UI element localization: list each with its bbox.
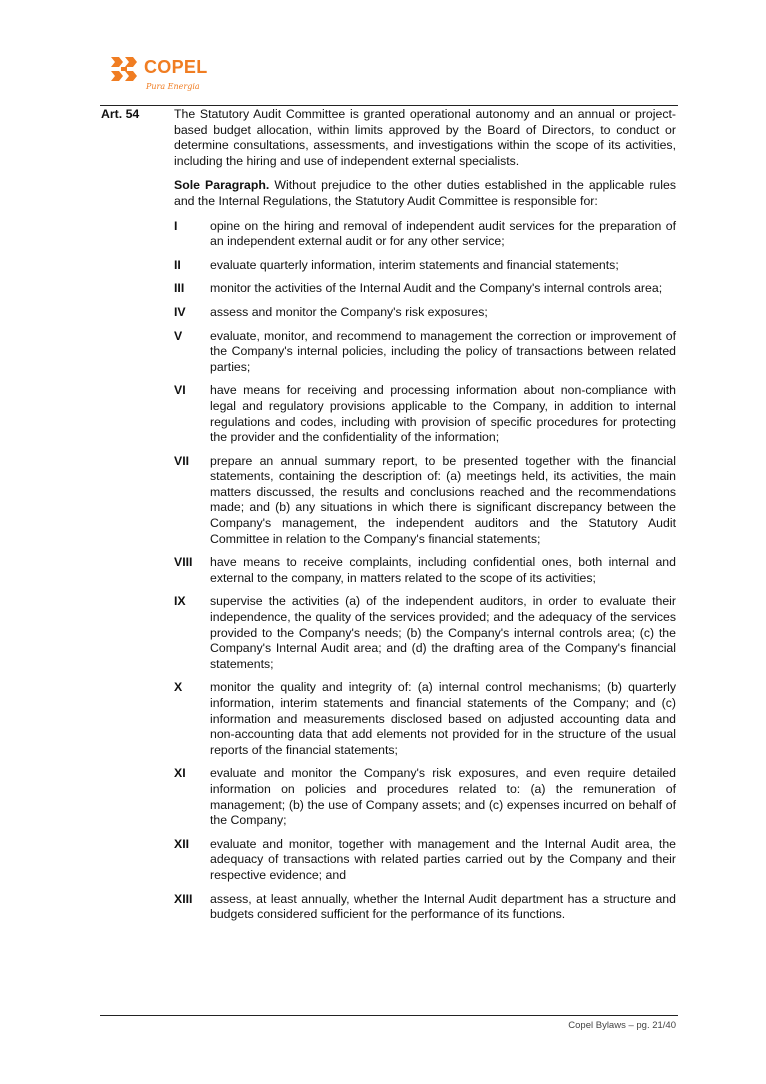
list-item	[174, 555, 676, 586]
item-text: monitor the quality and integrity of: (a) internal control mechanisms; (b) quarterly information, interim statements and financial statements of the Company; and (c) information and measurements disclosed based on adjusted accounting data and non-accounting data that add elements not provided for in the structure of the usual reports of the financial statements;	[210, 680, 676, 757]
list-item	[174, 837, 676, 884]
item-text: prepare an annual summary report, to be presented together with the financial statements, containing the description of: (a) meetings held, its activities, the main matters discussed, the results and conclusions reached and the recommendations made; and (b) any situations in which there is significant discrepancy between the Company's management, the independent auditors and the Statutory Audit Committee in relation to the Company's financial statements;	[210, 453, 676, 546]
list-item	[174, 454, 676, 548]
list-item	[174, 892, 676, 923]
item-text: assess and monitor the Company's risk exposures;	[210, 304, 488, 319]
item-text: evaluate and monitor, together with management and the Internal Audit area, the adequacy of transactions with related parties carried out by the Company and their respective evidence; and	[210, 836, 676, 882]
list-item	[174, 594, 676, 672]
header-divider	[100, 105, 678, 106]
article-54	[101, 107, 676, 931]
item-text: monitor the activities of the Internal Audit and the Company's internal controls area;	[210, 281, 663, 296]
list-item	[174, 329, 676, 376]
list-item	[174, 766, 676, 828]
copel-logo	[110, 56, 220, 90]
item-number: XI	[174, 766, 186, 781]
logo-name: COPEL	[144, 57, 208, 77]
item-number: VIII	[174, 555, 193, 570]
item-number: VI	[174, 383, 186, 398]
list-item	[174, 281, 676, 297]
item-number: XIII	[174, 891, 193, 906]
sole-paragraph	[174, 178, 676, 209]
duties-list	[174, 219, 676, 923]
copel-logo-mark-icon	[110, 56, 140, 84]
list-item	[174, 305, 676, 321]
logo-tagline: Pura Energia	[146, 82, 200, 91]
item-number: X	[174, 680, 183, 695]
item-text: evaluate and monitor the Company's risk exposures, and even require detailed information on policies and procedures related to: (a) the remuneration of management; (b) the use of Company assets; and (c) expenses incurred on behalf of the Company;	[210, 766, 676, 828]
footer-divider	[100, 1015, 678, 1016]
item-text: assess, at least annually, whether the Internal Audit department has a structure and budgets considered sufficient for the performance of its functions.	[210, 891, 676, 922]
item-text: supervise the activities (a) of the independent auditors, in order to evaluate their independence, the quality of the services provided; and the adequacy of the services provided to the Company's needs; (b) the Company's internal controls area; (c) the Company's Internal Audit area; and (d) the drafting area of the Company's financial statements;	[210, 594, 676, 671]
article-label: Art. 54	[101, 107, 140, 121]
item-number: VII	[174, 453, 190, 468]
item-number: IV	[174, 304, 186, 319]
item-text: have means to receive complaints, including confidential ones, both internal and external to the company, in matters related to the scope of its activities;	[210, 555, 676, 585]
item-text: evaluate, monitor, and recommend to management the correction or improvement of the Company's internal policies, including the policy of transactions between related parties;	[210, 328, 676, 374]
list-item	[174, 258, 676, 274]
article-body	[174, 107, 676, 923]
item-text: opine on the hiring and removal of independent audit services for the preparation of an independent external audit or for any other service;	[210, 218, 676, 249]
page-footer: Copel Bylaws – pg. 21/40	[568, 1020, 676, 1031]
item-number: III	[174, 281, 185, 296]
list-item	[174, 680, 676, 758]
item-text: evaluate quarterly information, interim statements and financial statements;	[210, 257, 619, 272]
item-number: IX	[174, 594, 186, 609]
item-number: II	[174, 257, 181, 272]
list-item	[174, 219, 676, 250]
item-number: XII	[174, 836, 190, 851]
article-intro: The Statutory Audit Committee is granted operational autonomy and an annual or project-based budget allocation, within limits approved by the Board of Directors, to conduct or determine consultations, assessments, and investigations within the scope of its activities, including the hiring and use of independent external specialists.	[174, 107, 676, 168]
item-number: V	[174, 328, 183, 343]
item-text: have means for receiving and processing information about non-compliance with legal and regulatory provisions applicable to the Company, in addition to internal regulations and codes, including with provision of specific procedures for protecting the provider and the confidentiality of the information;	[210, 383, 676, 445]
item-number: I	[174, 218, 178, 233]
sole-paragraph-text: Without prejudice to the other duties established in the applicable rules and the Internal Regulations, the Statutory Audit Committee is responsible for:	[174, 178, 676, 208]
sole-paragraph-heading: Sole Paragraph.	[174, 178, 270, 193]
list-item	[174, 383, 676, 445]
